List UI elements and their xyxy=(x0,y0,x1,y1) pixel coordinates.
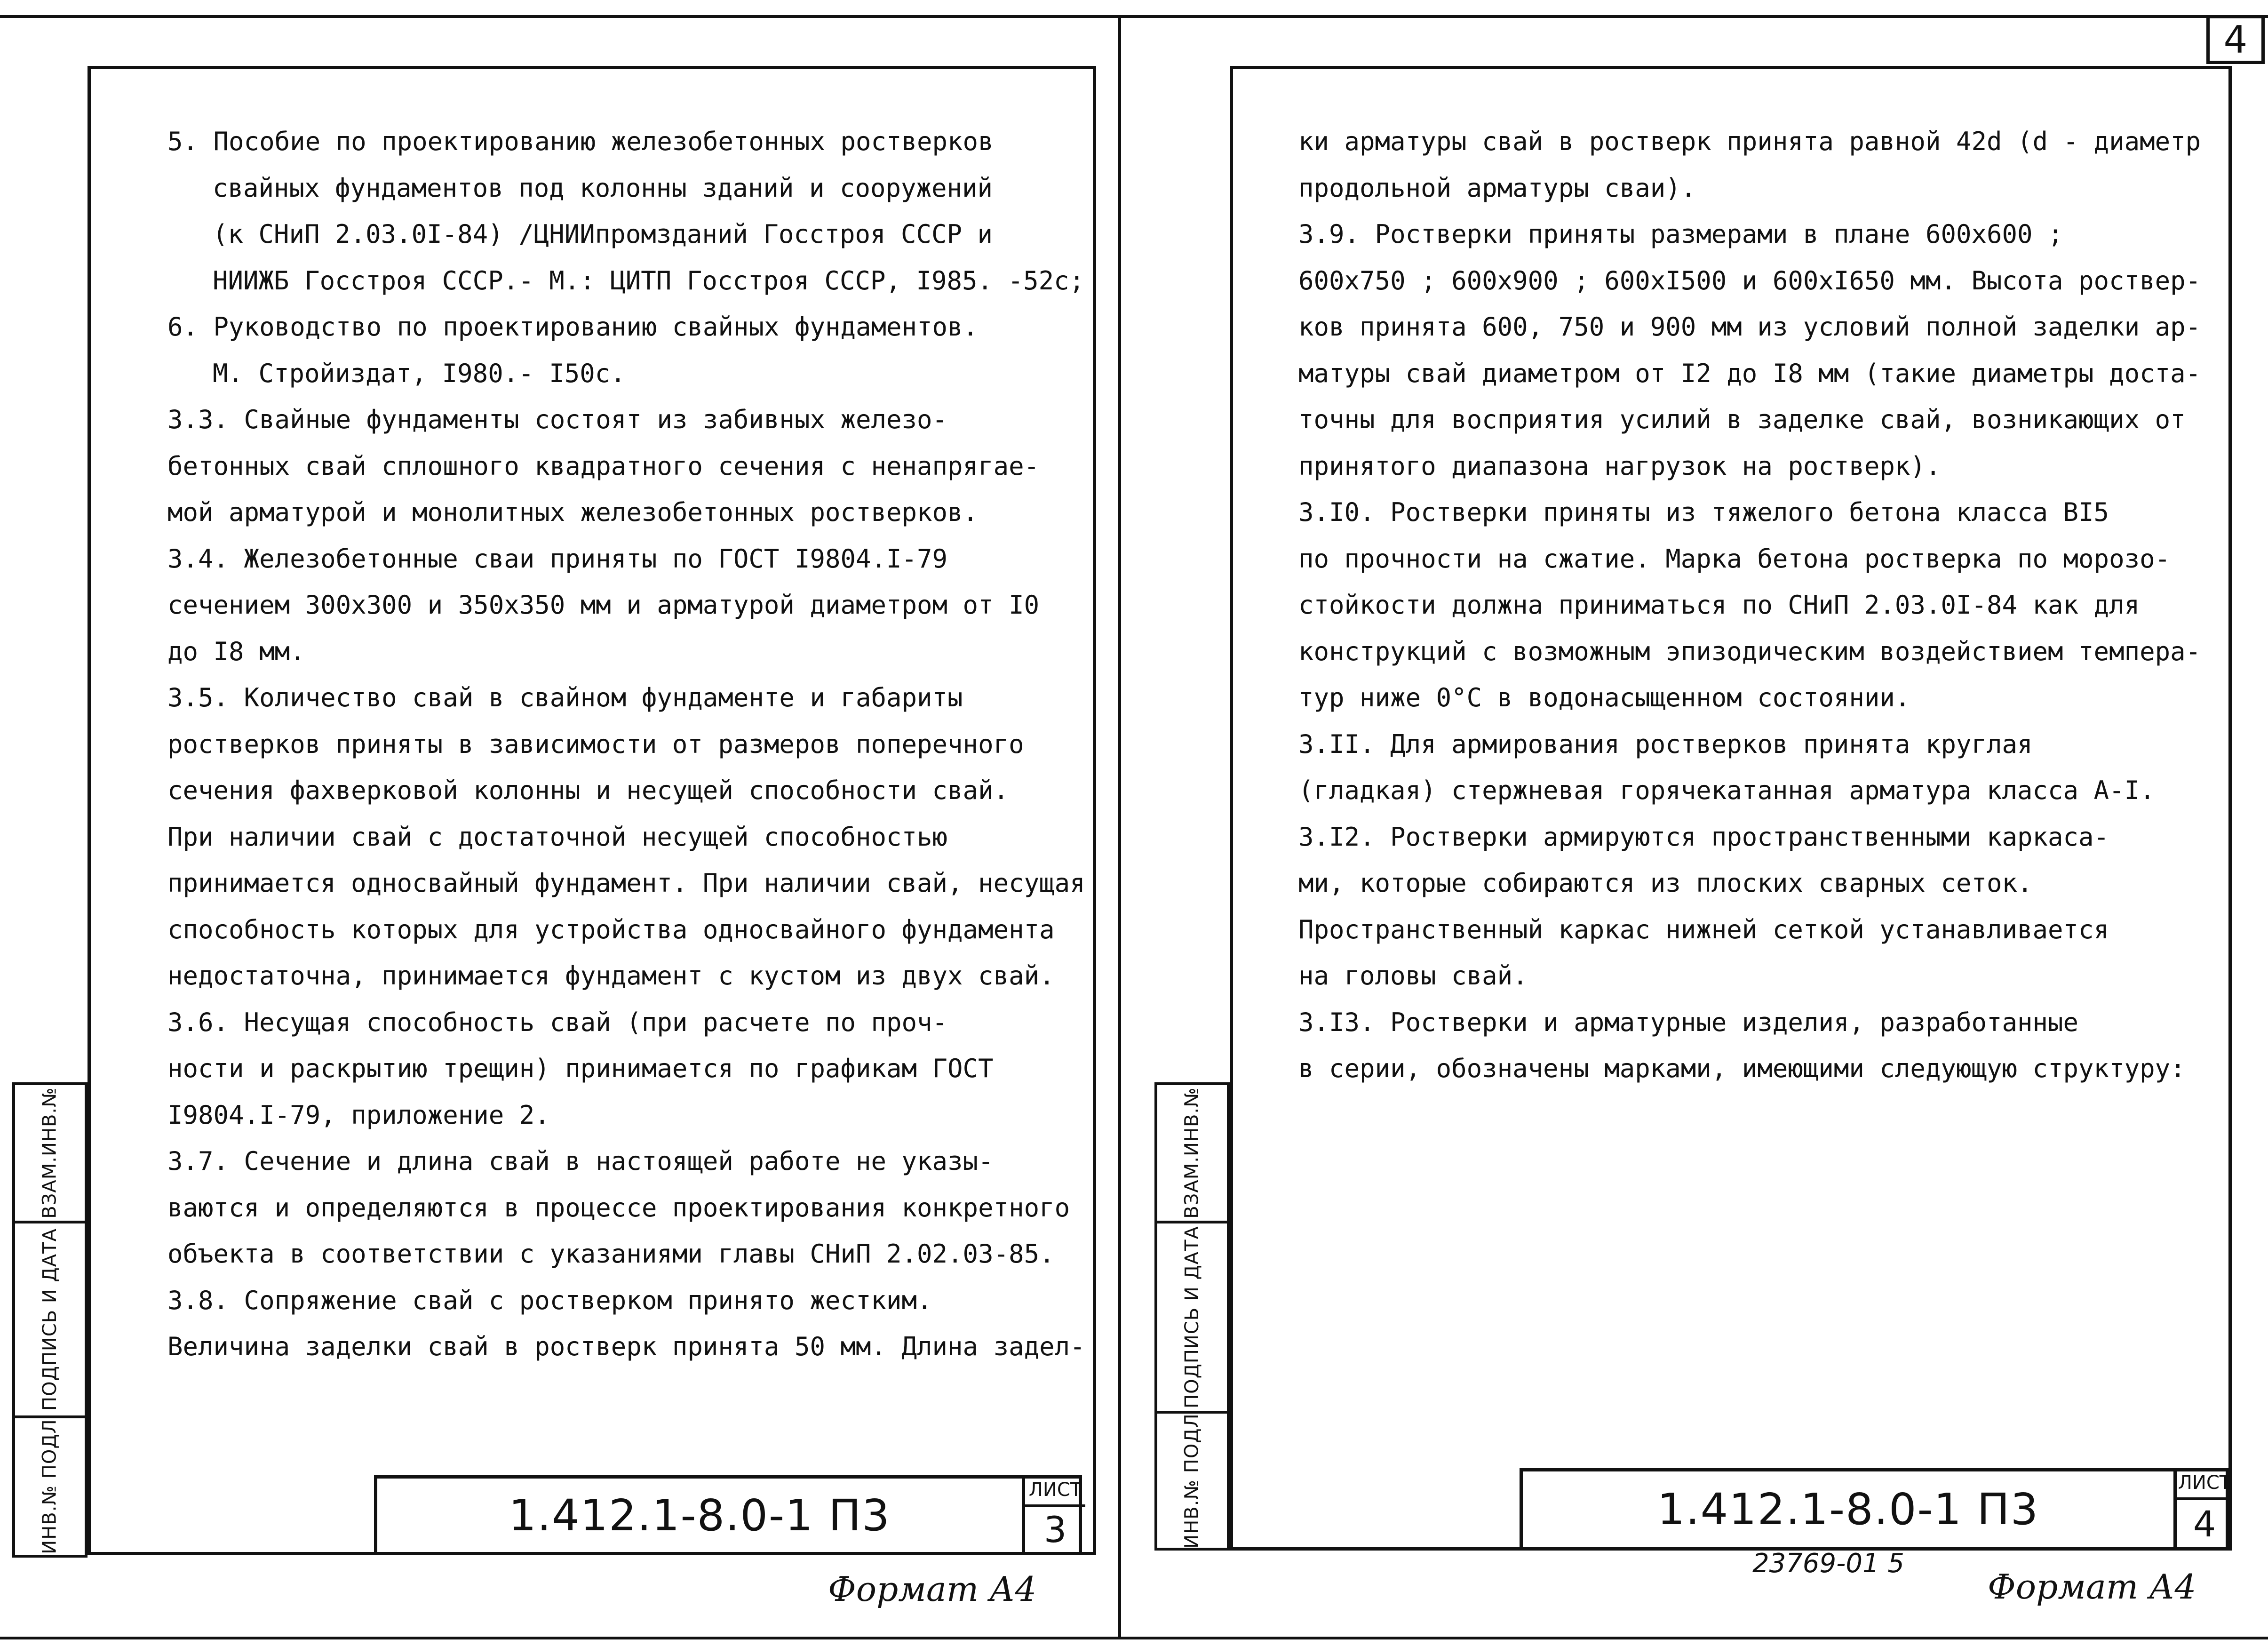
right-page-text xyxy=(1298,119,2201,1092)
text-line: Величина заделки свай в ростверк принята 50 мм. Длина задел- xyxy=(167,1332,1085,1361)
left-format-label: Формат А4 xyxy=(828,1569,1037,1609)
sheet-label: ЛИСТ xyxy=(2177,1468,2232,1500)
side-label-vzam-inv: ВЗАМ.ИНВ.№ xyxy=(1181,1087,1203,1219)
side-label-inv-podl: ИНВ.№ ПОДЛ xyxy=(39,1419,61,1554)
text-line: сечения фахверковой колонны и несущей способности свай. xyxy=(167,776,1009,805)
top-border-line xyxy=(0,15,2268,18)
text-line: М. Стройиздат, I980.- I50с. xyxy=(213,358,626,388)
side-cell-vzam-inv xyxy=(1154,1082,1230,1223)
archive-number: 23769-01 5 xyxy=(1752,1548,1905,1579)
text-line: 3.7. Сечение и длина свай в настоящей работе не указы- xyxy=(167,1146,994,1176)
text-line: 3.5. Количество свай в свайном фундаменте и габариты xyxy=(167,683,963,712)
sheet-label: ЛИСТ xyxy=(1025,1475,1085,1507)
text-line: ми, которые собираются из плоских сварных сеток. xyxy=(1298,868,2033,898)
text-line: стойкости должна приниматься по СНиП 2.03.0I-84 как для xyxy=(1298,590,2140,620)
text-line: продольной арматуры сваи). xyxy=(1298,173,1696,203)
left-sidebar-stamp xyxy=(12,1082,88,1558)
text-line: 6. Руководство по проектированию свайных фундаментов. xyxy=(167,312,979,342)
text-line: бетонных свай сплошного квадратного сечения с ненапрягае- xyxy=(167,451,1040,481)
side-label-inv-podl: ИНВ.№ ПОДЛ xyxy=(1181,1413,1203,1549)
text-line: матуры свай диаметром от I2 до I8 мм (такие диаметры доста- xyxy=(1298,358,2201,388)
text-line: свайных фундаментов под колонны зданий и сооружений xyxy=(213,173,993,203)
text-line: ростверков приняты в зависимости от размеров поперечного xyxy=(167,729,1024,759)
text-line: 3.I3. Ростверки и арматурные изделия, разработанные xyxy=(1298,1007,2079,1037)
text-line: способность которых для устройства односвайного фундамента xyxy=(167,914,1055,944)
text-line: в серии, обозначены марками, имеющими следующую структуру: xyxy=(1298,1054,2186,1083)
corner-page-number-text: 4 xyxy=(2223,17,2248,62)
text-line: конструкций с возможным эпизодическим воздействием темпера- xyxy=(1298,636,2201,666)
text-line: недостаточна, принимается фундамент с кустом из двух свай. xyxy=(167,961,1055,991)
sheet-number: 4 xyxy=(2193,1503,2216,1545)
text-line: 5. Пособие по проектированию железобетонных ростверков xyxy=(167,127,994,156)
document-code: 1.412.1-8.0-1 П3 xyxy=(1657,1484,2039,1535)
text-line: принимается односвайный фундамент. При наличии свай, несущая xyxy=(167,868,1085,898)
text-line: (гладкая) стержневая горячекатанная арматура класса А-I. xyxy=(1298,776,2155,805)
text-line: мой арматурой и монолитных железобетонных ростверков. xyxy=(167,497,979,527)
text-line: Пространственный каркас нижней сеткой устанавливается xyxy=(1298,914,2109,944)
left-page-text xyxy=(167,119,1085,1370)
text-line: 3.I2. Ростверки армируются пространственными каркаса- xyxy=(1298,822,2109,852)
text-line: 3.6. Несущая способность свай (при расчете по проч- xyxy=(167,1007,948,1037)
text-line: ваются и определяются в процессе проектирования конкретного xyxy=(167,1192,1070,1223)
text-line: 3.II. Для армирования ростверков принята круглая xyxy=(1298,729,2033,759)
page-divider-line xyxy=(1118,15,1121,1639)
side-cell-podpis-data xyxy=(12,1221,88,1418)
text-line: 3.4. Железобетонные сваи приняты по ГОСТ I9804.I-79 xyxy=(167,544,948,574)
text-line: ности и раскрытию трещин) принимается по графикам ГОСТ xyxy=(167,1054,994,1083)
text-line: I9804.I-79, приложение 2. xyxy=(167,1100,550,1130)
text-line: 3.9. Ростверки приняты размерами в плане 600х600 ; xyxy=(1298,219,2063,249)
text-line: точны для восприятия усилий в заделке свай, возникающих от xyxy=(1298,405,2186,434)
text-line: сечением 300х300 и 350х350 мм и арматурой диаметром от I0 xyxy=(167,590,1040,620)
text-line: объекта в соответствии с указаниями главы СНиП 2.02.03-85. xyxy=(167,1239,1055,1269)
text-line: При наличии свай с достаточной несущей способностью xyxy=(167,822,948,852)
text-line: на головы свай. xyxy=(1298,961,1528,991)
text-line: ки арматуры свай в ростверк принята равной 42d (d - диаметр xyxy=(1298,127,2201,156)
side-label-podpis-data: ПОДПИСЬ И ДАТА xyxy=(39,1228,61,1411)
text-line: 3.8. Сопряжение свай с ростверком принято жестким. xyxy=(167,1285,932,1315)
text-line: НИИЖБ Госстроя СССР.- М.: ЦИТП Госстроя СССР, I985. -52с; xyxy=(213,265,1085,296)
side-cell-vzam-inv xyxy=(12,1082,88,1223)
document-code: 1.412.1-8.0-1 П3 xyxy=(509,1490,891,1541)
text-line: 3.3. Свайные фундаменты состоят из забивных железо- xyxy=(167,405,948,434)
left-title-stamp xyxy=(374,1475,1082,1555)
text-line: ков принята 600, 750 и 900 мм из условий полной заделки ар- xyxy=(1298,312,2201,342)
text-line: до I8 мм. xyxy=(167,636,305,666)
bottom-border-line xyxy=(0,1637,2268,1639)
side-cell-podpis-data xyxy=(1154,1221,1230,1414)
side-label-vzam-inv: ВЗАМ.ИНВ.№ xyxy=(39,1087,61,1219)
text-line: по прочности на сжатие. Марка бетона ростверка по морозо- xyxy=(1298,544,2171,574)
right-sidebar-stamp xyxy=(1154,1082,1230,1551)
sheet-cell xyxy=(2173,1468,2232,1547)
text-line: 600х750 ; 600х900 ; 600хI500 и 600хI650 мм. Высота роствер- xyxy=(1298,265,2201,296)
text-line: принятого диапазона нагрузок на ростверк). xyxy=(1298,451,1941,481)
sheet-cell xyxy=(1022,1475,1085,1552)
side-cell-inv-podl xyxy=(12,1415,88,1558)
text-line: 3.I0. Ростверки приняты из тяжелого бетона класса BI5 xyxy=(1298,497,2109,527)
text-line: тур ниже 0°С в водонасыщенном состоянии. xyxy=(1298,683,1910,712)
right-format-label: Формат А4 xyxy=(1988,1567,2196,1607)
sheet-number: 3 xyxy=(1043,1509,1067,1551)
right-title-stamp xyxy=(1520,1468,2229,1551)
corner-page-number xyxy=(2206,15,2265,64)
side-label-podpis-data: ПОДПИСЬ И ДАТА xyxy=(1181,1226,1203,1408)
text-line: (к СНиП 2.03.0I-84) /ЦНИИпромзданий Госстроя СССР и xyxy=(213,219,993,249)
side-cell-inv-podl xyxy=(1154,1411,1230,1551)
